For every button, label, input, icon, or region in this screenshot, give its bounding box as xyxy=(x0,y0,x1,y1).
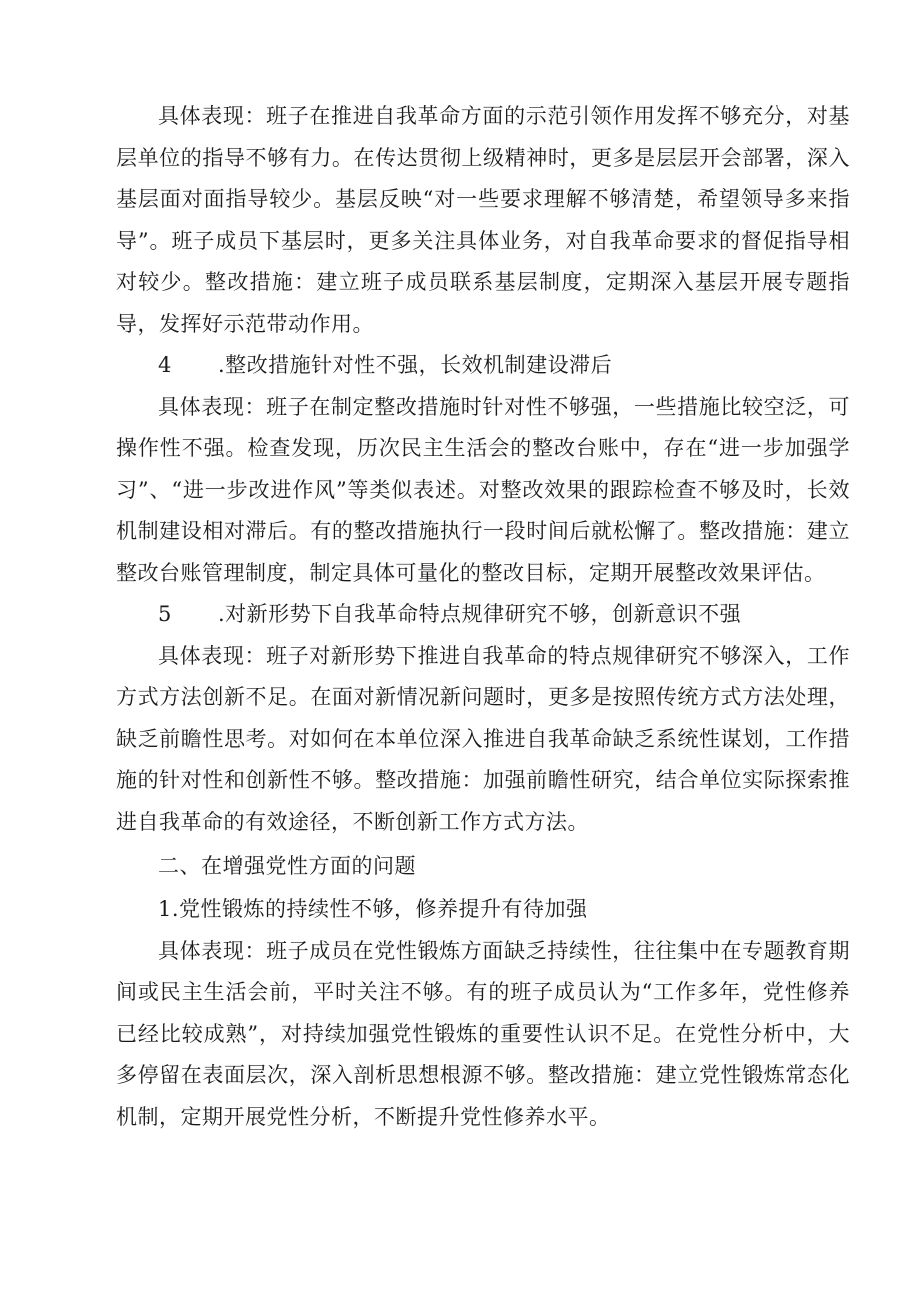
subheading-number: 5 xyxy=(158,602,172,626)
section-heading-party-spirit: 二、在增强党性方面的问题 xyxy=(158,854,416,878)
subheading-item-4 xyxy=(116,345,850,387)
document-body xyxy=(116,96,850,1138)
subheading-number: 1 xyxy=(158,897,172,921)
subheading-text: .对新形势下自我革命特点规律研究不够，创新意识不强 xyxy=(218,602,742,626)
paragraph-rectification-measures: 具体表现：班子在制定整改措施时针对性不够强，一些措施比较空泛，可操作性不强。检查发现，历次民主生活会的整改台账中，存在“进一步加强学习”、“进一步改进作风”等类似表述。对整改效果的跟踪检查不够及时，长效机制建设相对滞后。有的整改措施执行一段时间后就松懈了。整改措施：建立整改台账管理制度，制定具体可量化的整改目标，定期开展整改效果评估。 xyxy=(116,394,850,585)
subheading-number: 4 xyxy=(158,353,172,377)
paragraph-leadership-guidance: 具体表现：班子在推进自我革命方面的示范引领作用发挥不够充分，对基层单位的指导不够有力。在传达贯彻上级精神时，更多是层层开会部署，深入基层面对面指导较少。基层反映“对一些要求理解不够清楚，希望领导多来指导”。班子成员下基层时，更多关注具体业务，对自我革命要求的督促指导相对较少。整改措施：建立班子成员联系基层制度，定期深入基层开展专题指导，发挥好示范带动作用。 xyxy=(116,104,850,336)
subheading-text: .党性锻炼的持续性不够，修养提升有待加强 xyxy=(171,897,588,921)
subheading-item-1 xyxy=(116,889,850,931)
paragraph-new-situation-research: 具体表现：班子对新形势下推进自我革命的特点规律研究不够深入，工作方式方法创新不足。在面对新情况新问题时，更多是按照传统方式方法处理，缺乏前瞻性思考。对如何在本单位深入推进自我革命缺乏系统性谋划，工作措施的针对性和创新性不够。整改措施：加强前瞻性研究，结合单位实际探索推进自我革命的有效途径，不断创新工作方式方法。 xyxy=(116,643,850,834)
paragraph-party-spirit-training: 具体表现：班子成员在党性锻炼方面缺乏持续性，往往集中在专题教育期间或民主生活会前，平时关注不够。有的班子成员认为“工作多年，党性修养已经比较成熟”，对持续加强党性锻炼的重要性认识不足。在党性分析中，大多停留在表面层次，深入剖析思想根源不够。整改措施：建立党性锻炼常态化机制，定期开展党性分析，不断提升党性修养水平。 xyxy=(116,938,850,1129)
subheading-text: .整改措施针对性不强，长效机制建设滞后 xyxy=(218,353,613,377)
subheading-item-5 xyxy=(116,594,850,636)
